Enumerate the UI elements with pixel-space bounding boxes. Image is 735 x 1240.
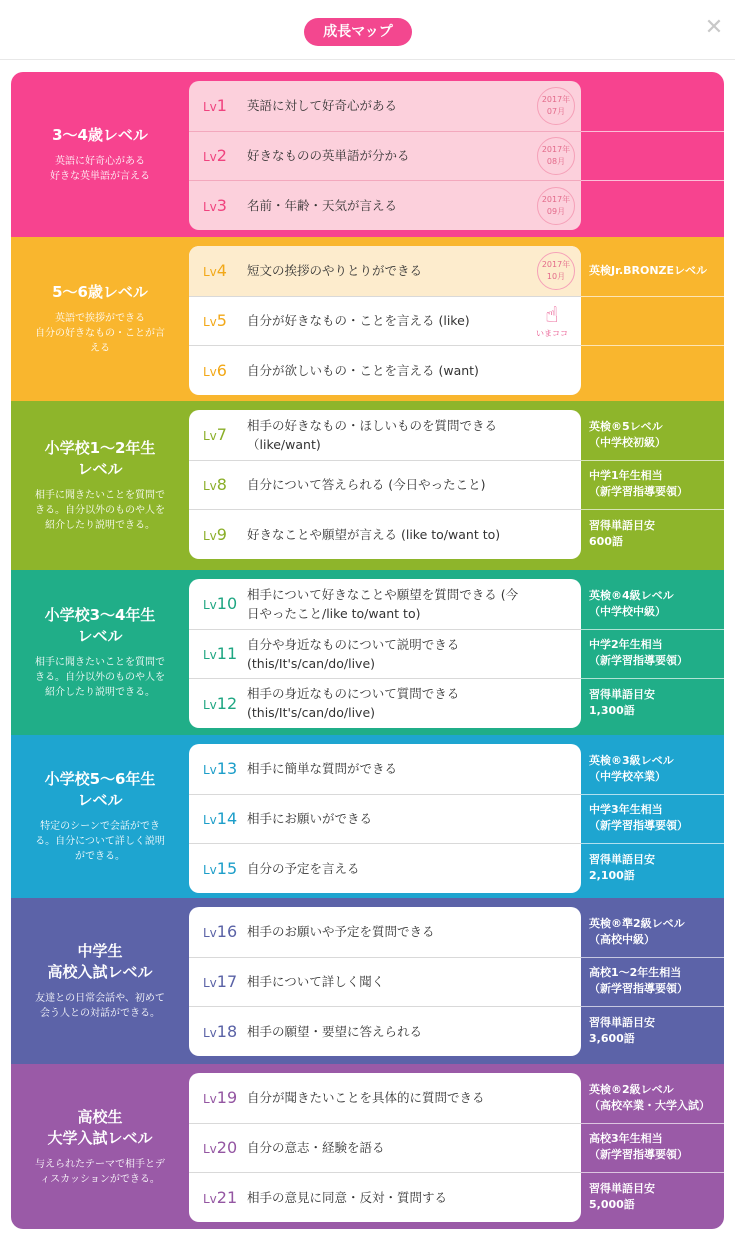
level-row[interactable] (189, 843, 581, 893)
row-separator (581, 509, 724, 510)
level-number (189, 644, 247, 663)
level-card (189, 907, 581, 1056)
level-row[interactable] (189, 509, 581, 559)
equivalent-level-note: 英検®準2級レベル （高校中級） (589, 916, 685, 946)
level-value: 14 (216, 809, 238, 829)
section-summary (11, 735, 189, 898)
current-label: いまココ (536, 328, 568, 338)
level-value: 5 (216, 311, 227, 331)
equivalent-level-note: 英検Jr.BRONZEレベル (589, 263, 708, 277)
level-card (189, 579, 581, 728)
row-separator (581, 678, 724, 679)
level-prefix: Lv (203, 1142, 217, 1157)
level-value: 12 (216, 693, 238, 713)
section-title: 小学校1〜2年生 レベル (44, 439, 156, 478)
section-description: 相手に聞きたいことを質問で きる。自分以外のものや人を 紹介したり説明できる。 (35, 657, 165, 698)
level-description: 相手のお願いや予定を質問できる (247, 924, 435, 940)
level-number (189, 759, 247, 778)
level-number (189, 475, 247, 494)
level-description: 好きなものの英単語が分かる (247, 148, 410, 164)
equivalent-level-note: 習得単語目安 600語 (589, 518, 655, 548)
level-description: 相手に簡単な質問ができる (247, 761, 398, 777)
section-title: 5〜6歳レベル (52, 283, 148, 301)
level-section (11, 72, 724, 237)
level-number (189, 96, 247, 115)
level-value: 9 (216, 524, 227, 544)
level-number (189, 809, 247, 828)
growth-map (11, 72, 724, 1229)
level-section (11, 735, 724, 898)
level-prefix: Lv (203, 315, 217, 330)
level-value: 4 (216, 261, 227, 281)
completion-date-badge: 2017年 08月 (537, 137, 575, 175)
level-description: 相手の身近なものについて質問できる (this/It's/can/do/live) (247, 686, 460, 721)
level-row[interactable] (189, 1073, 581, 1123)
completion-date-badge: 2017年 10月 (537, 252, 575, 290)
level-value: 15 (216, 858, 238, 878)
row-separator (581, 794, 724, 795)
section-title: 3〜4歳レベル (52, 126, 148, 144)
level-value: 7 (216, 425, 227, 445)
level-description: 短文の挨拶のやりとりができる (247, 263, 423, 279)
equivalent-level-note: 高校3年生相当 （新学習指導要領） (589, 1132, 688, 1162)
equivalent-level-note: 英検®3級レベル （中学校卒業） (589, 753, 674, 783)
level-value: 10 (216, 594, 238, 614)
level-prefix: Lv (203, 199, 217, 214)
section-title: 小学校5〜6年生 レベル (44, 770, 156, 809)
level-row[interactable] (189, 678, 581, 728)
level-row[interactable] (189, 1006, 581, 1056)
section-title: 小学校3〜4年生 レベル (44, 606, 156, 645)
row-separator (581, 296, 724, 297)
level-prefix: Lv (203, 862, 217, 877)
completion-date-badge: 2017年 09月 (537, 187, 575, 225)
level-value: 13 (216, 759, 238, 779)
level-section (11, 570, 724, 735)
level-number (189, 261, 247, 280)
level-description: 相手の好きなもの・ほしいものを質問できる （like/want) (247, 417, 498, 452)
row-separator (581, 957, 724, 958)
level-prefix: Lv (203, 813, 217, 828)
level-value: 3 (216, 195, 227, 215)
level-number (189, 694, 247, 713)
level-card (189, 410, 581, 559)
row-separator (581, 1172, 724, 1173)
row-separator (581, 131, 724, 132)
close-icon[interactable]: ✕ (704, 15, 724, 40)
level-value: 21 (216, 1187, 238, 1207)
level-row[interactable] (189, 410, 581, 460)
section-title: 中学生 高校入試レベル (47, 942, 153, 981)
section-description: 英語に好奇心がある 好きな英単語が言える (50, 156, 150, 182)
level-prefix: Lv (203, 1191, 217, 1206)
section-description: 友達との日常会話や、初めて 会う人との対話ができる。 (35, 993, 165, 1019)
row-separator (581, 460, 724, 461)
equivalent-level-note: 中学3年生相当 （新学習指導要領） (589, 803, 688, 833)
level-card (189, 744, 581, 893)
page-title: 成長マップ (304, 18, 412, 46)
level-description: 自分の意志・経験を語る (247, 1140, 385, 1156)
level-description: 相手の意見に同意・反対・質問する (247, 1189, 448, 1205)
level-row[interactable] (189, 81, 581, 131)
level-card (189, 246, 581, 395)
level-value: 2 (216, 146, 227, 166)
level-prefix: Lv (203, 100, 217, 115)
section-description: 相手に聞きたいことを質問で きる。自分以外のものや人を 紹介したり説明できる。 (35, 490, 165, 531)
level-description: 相手にお願いができる (247, 811, 373, 827)
level-row[interactable] (189, 629, 581, 679)
equivalent-level-note: 高校1〜2年生相当 （新学習指導要領） (589, 966, 688, 996)
section-summary (11, 570, 189, 735)
pointing-hand-icon: ☝ (545, 302, 559, 328)
level-row[interactable] (189, 957, 581, 1007)
level-value: 1 (216, 96, 227, 116)
level-number (189, 922, 247, 941)
section-description: 特定のシーンで会話ができ る。自分について詳しく説明 ができる。 (35, 821, 165, 862)
level-row[interactable] (189, 345, 581, 395)
level-number (189, 361, 247, 380)
level-row[interactable] (189, 1123, 581, 1173)
level-row[interactable] (189, 744, 581, 794)
level-description: 自分が好きなもの・ことを言える (like) (247, 313, 470, 329)
level-prefix: Lv (203, 265, 217, 280)
level-row[interactable] (189, 131, 581, 181)
header (0, 0, 735, 60)
level-number (189, 311, 247, 330)
level-value: 18 (216, 1021, 238, 1041)
level-description: 相手について好きなことや願望を質問できる (今 日やったこと/like to/want to) (247, 586, 519, 621)
equivalent-level-note: 習得単語目安 1,300語 (589, 687, 655, 717)
section-summary (11, 401, 189, 570)
row-separator (581, 180, 724, 181)
level-row[interactable] (189, 296, 581, 346)
level-value: 8 (216, 475, 227, 495)
current-position-marker (535, 303, 569, 339)
row-separator (581, 843, 724, 844)
level-number (189, 425, 247, 444)
level-card (189, 81, 581, 230)
level-prefix: Lv (203, 648, 217, 663)
level-prefix: Lv (203, 598, 217, 613)
section-description: 与えられたテーマで相手とデ ィスカッションができる。 (35, 1158, 165, 1185)
level-description: 自分について答えられる (今日やったこと) (247, 477, 486, 493)
level-number (189, 859, 247, 878)
equivalent-level-note: 中学2年生相当 （新学習指導要領） (589, 638, 688, 668)
section-summary (11, 898, 189, 1064)
level-row[interactable] (189, 907, 581, 957)
equivalent-level-note: 英検®4級レベル （中学校中級） (589, 588, 674, 618)
level-row[interactable] (189, 1172, 581, 1222)
level-value: 6 (216, 360, 227, 380)
level-prefix: Lv (203, 150, 217, 165)
level-description: 相手について詳しく聞く (247, 974, 385, 990)
equivalent-level-note: 英検®2級レベル （高校卒業・大学入試） (589, 1082, 710, 1112)
section-title: 高校生 大学入試レベル (47, 1107, 153, 1147)
level-number (189, 1138, 247, 1157)
level-value: 20 (216, 1138, 238, 1158)
level-description: 自分の予定を言える (247, 860, 360, 876)
level-description: 好きなことや願望が言える (like to/want to) (247, 526, 501, 542)
equivalent-level-note: 習得単語目安 3,600語 (589, 1015, 655, 1045)
row-separator (581, 1006, 724, 1007)
section-summary (11, 1064, 189, 1229)
level-row[interactable] (189, 579, 581, 629)
level-value: 17 (216, 972, 238, 992)
level-prefix: Lv (203, 479, 217, 494)
level-prefix: Lv (203, 528, 217, 543)
level-row[interactable] (189, 460, 581, 510)
level-prefix: Lv (203, 429, 217, 444)
level-number (189, 594, 247, 613)
level-number (189, 146, 247, 165)
equivalent-level-note: 英検®5レベル （中学校初級） (589, 419, 666, 449)
level-section (11, 237, 724, 401)
level-prefix: Lv (203, 926, 217, 941)
level-number (189, 525, 247, 544)
level-section (11, 898, 724, 1064)
section-summary (11, 72, 189, 237)
level-prefix: Lv (203, 976, 217, 991)
level-prefix: Lv (203, 763, 217, 778)
level-description: 名前・年齢・天気が言える (247, 197, 398, 213)
equivalent-level-note: 中学1年生相当 （新学習指導要領） (589, 469, 688, 499)
completion-date-badge: 2017年 07月 (537, 87, 575, 125)
level-description: 相手の願望・要望に答えられる (247, 1023, 423, 1039)
level-row[interactable] (189, 180, 581, 230)
level-card (189, 1073, 581, 1222)
level-row[interactable] (189, 246, 581, 296)
row-separator (581, 629, 724, 630)
section-description: 英語で挨拶ができる 自分の好きなもの・ことが言 える (35, 313, 165, 354)
level-description: 自分や身近なものについて説明できる (this/It's/can/do/live) (247, 636, 460, 671)
equivalent-level-note: 習得単語目安 5,000語 (589, 1181, 655, 1211)
level-number (189, 1022, 247, 1041)
level-prefix: Lv (203, 697, 217, 712)
level-description: 英語に対して好奇心がある (247, 98, 398, 114)
level-prefix: Lv (203, 1092, 217, 1107)
level-description: 自分が聞きたいことを具体的に質問できる (247, 1090, 485, 1106)
level-prefix: Lv (203, 364, 217, 379)
level-description: 自分が欲しいもの・ことを言える (want) (247, 362, 479, 378)
level-row[interactable] (189, 794, 581, 844)
level-number (189, 196, 247, 215)
equivalent-level-note: 習得単語目安 2,100語 (589, 852, 655, 882)
level-value: 19 (216, 1088, 238, 1108)
level-section (11, 401, 724, 570)
level-number (189, 1188, 247, 1207)
level-number (189, 1088, 247, 1107)
level-section (11, 1064, 724, 1229)
level-value: 11 (216, 644, 238, 664)
level-value: 16 (216, 922, 238, 942)
row-separator (581, 1123, 724, 1124)
level-prefix: Lv (203, 1025, 217, 1040)
level-number (189, 972, 247, 991)
section-summary (11, 237, 189, 401)
row-separator (581, 345, 724, 346)
